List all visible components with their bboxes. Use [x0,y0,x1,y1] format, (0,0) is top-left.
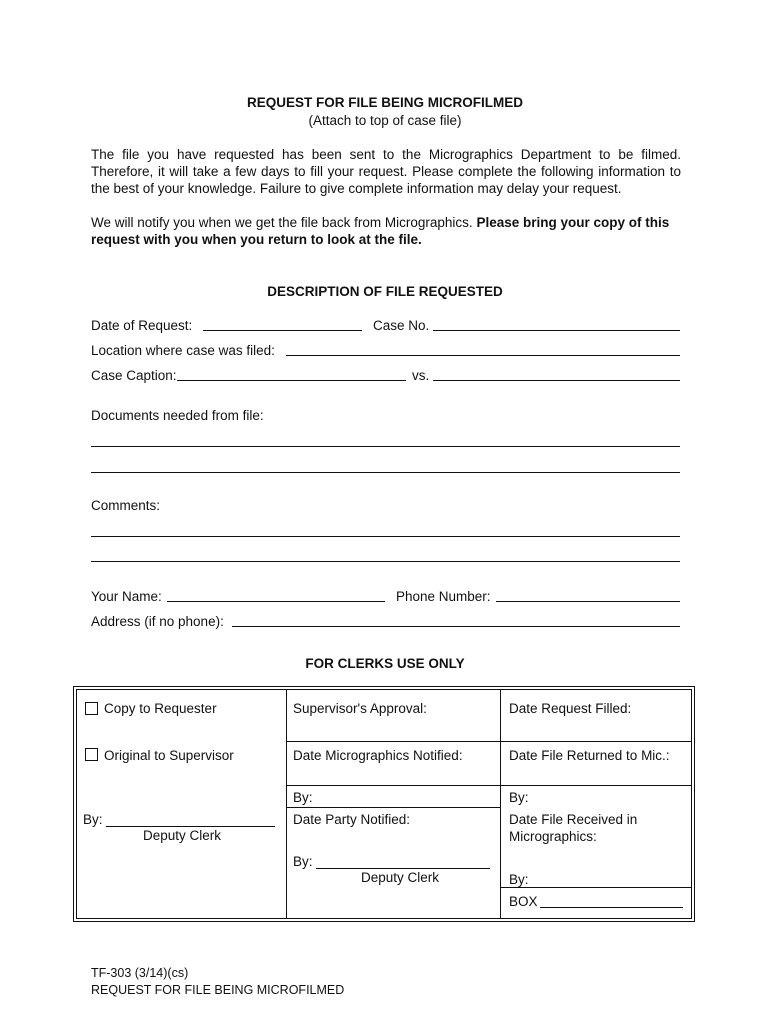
case-caption-vs-field[interactable] [433,367,680,381]
form-title: REQUEST FOR FILE BEING MICROFILMED [247,95,523,110]
date-of-request-label: Date of Request: [91,318,193,333]
clerk-by-label: By: [83,812,103,827]
vs-label: vs. [412,368,430,383]
date-file-returned-label: Date File Returned to Mic.: [509,748,670,763]
clerk-by-field[interactable] [106,813,275,827]
party-notified-by-label: By: [293,854,313,869]
intro-paragraph-2 [91,214,681,248]
date-party-notified-label: Date Party Notified: [293,812,411,827]
case-no-label: Case No. [373,318,430,333]
date-micrographics-notified-label: Date Micrographics Notified: [293,748,463,763]
supervisors-approval-label: Supervisor's Approval: [293,701,427,716]
table-column-divider-1 [286,689,287,919]
clerks-heading: FOR CLERKS USE ONLY [305,656,465,671]
comments-label: Comments: [91,498,161,513]
box-field[interactable] [540,894,683,908]
date-file-received-label-line-1: Date File Received in [509,812,638,827]
comments-line-1[interactable] [91,523,680,537]
description-heading: DESCRIPTION OF FILE REQUESTED [267,284,503,299]
party-notified-by-field[interactable] [316,855,490,869]
clerk-deputy-clerk-label: Deputy Clerk [143,828,222,843]
phone-number-label: Phone Number: [396,589,491,604]
case-caption-field[interactable] [177,367,406,381]
location-label: Location where case was filed: [91,343,275,358]
original-to-supervisor-checkbox[interactable] [85,748,98,761]
table-row-divider-1 [286,741,692,742]
location-field[interactable] [286,342,680,356]
form-subtitle: (Attach to top of case file) [308,113,462,128]
notify-text: We will notify you when we get the file back from Micrographics. [91,215,473,230]
your-name-field[interactable] [167,588,385,602]
comments-line-2[interactable] [91,548,680,562]
form-number: TF-303 (3/14)(cs) [91,966,189,980]
table-row-divider-3 [286,807,500,808]
address-field[interactable] [232,613,680,627]
documents-needed-line-2[interactable] [91,459,680,473]
case-caption-label: Case Caption: [91,368,177,383]
file-received-by-label: By: [509,872,529,887]
box-label: BOX [509,894,538,909]
file-returned-by-label: By: [509,790,529,805]
phone-number-field[interactable] [496,588,680,602]
original-to-supervisor-label: Original to Supervisor [104,748,234,763]
date-request-filled-label: Date Request Filled: [509,701,632,716]
table-column-divider-2 [500,689,501,919]
date-file-received-label-line-2: Micrographics: [509,829,597,844]
case-no-field[interactable] [433,317,680,331]
date-of-request-field[interactable] [203,317,362,331]
party-deputy-clerk-label: Deputy Clerk [361,870,440,885]
table-row-divider-2 [286,785,692,786]
copy-to-requester-checkbox[interactable] [85,702,98,715]
table-row-divider-4 [500,887,692,888]
documents-needed-line-1[interactable] [91,433,680,447]
footer-form-title: REQUEST FOR FILE BEING MICROFILMED [91,983,345,997]
address-label: Address (if no phone): [91,614,224,629]
documents-needed-label: Documents needed from file: [91,408,264,423]
your-name-label: Your Name: [91,589,162,604]
micrographics-notified-by-label: By: [293,790,313,805]
intro-paragraph-1: The file you have requested has been sent to the Micrographics Department to be filmed. Therefore, it will take a few days to fill your request. Please complete the following information to the best of your knowledge. Failure to give complete information may delay your request. [91,147,681,196]
copy-to-requester-label: Copy to Requester [104,701,217,716]
bring-copy-text: Please bring your copy of this request with you when you return to look at the file. [91,215,670,247]
